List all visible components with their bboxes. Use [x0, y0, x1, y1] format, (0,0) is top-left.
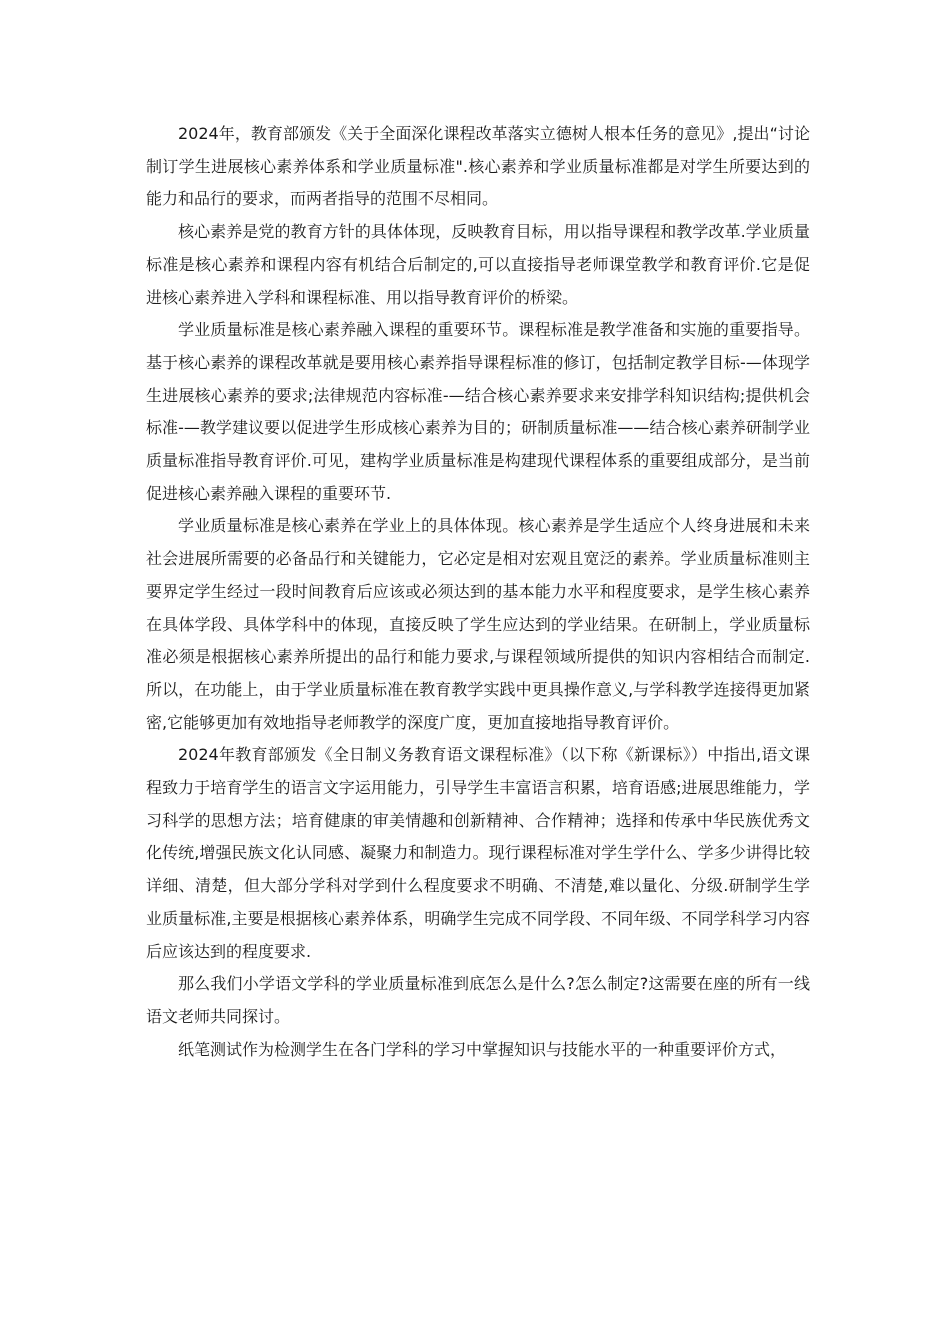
paragraph-4: 学业质量标准是核心素养在学业上的具体体现。核心素养是学生适应个人终身进展和未来社会进展所需要的必备品行和关键能力，它必定是相对宏观且宽泛的素养。学业质量标准则主要界定学生经过一段时间教育后应该或必须达到的基本能力水平和程度要求，是学生核心素养在具体学段、具体学科中的体现，直接反映了学生应达到的学业结果。在研制上，学业质量标准必须是根据核心素养所提出的品行和能力要求,与课程领域所提供的知识内容相结合而制定.所以，在功能上，由于学业质量标准在教育教学实践中更具操作意义,与学科教学连接得更加紧密,它能够更加有效地指导老师教学的深度广度，更加直接地指导教育评价。: [146, 516, 810, 732]
paragraph-2: 核心素养是党的教育方针的具体体现，反映教育目标，用以指导课程和教学改革.学业质量标准是核心素养和课程内容有机结合后制定的,可以直接指导老师课堂教学和教育评价.它是促进核心素养进入学科和课程标准、用以指导教育评价的桥梁。: [146, 222, 810, 307]
paragraph-5: 2024年教育部颁发《全日制义务教育语文课程标准》（以下称《新课标》）中指出,语文课程致力于培育学生的语言文字运用能力，引导学生丰富语言积累，培育语感;进展思维能力，学习科学的思想方法；培育健康的审美情趣和创新精神、合作精神；选择和传承中华民族优秀文化传统,增强民族文化认同感、凝聚力和制造力。现行课程标准对学生学什么、学多少讲得比较详细、清楚，但大部分学科对学到什么程度要求不明确、不清楚,难以量化、分级.研制学生学业质量标准,主要是根据核心素养体系，明确学生完成不同学段、不同年级、不同学科学习内容后应该达到的程度要求.: [146, 745, 810, 961]
paragraph-3: 学业质量标准是核心素养融入课程的重要环节。课程标准是教学准备和实施的重要指导。基于核心素养的课程改革就是要用核心素养指导课程标准的修订，包括制定教学目标-—体现学生进展核心素养的要求;法律规范内容标准-—结合核心素养要求来安排学科知识结构;提供机会标准-—教学建议要以促进学生形成核心素养为目的；研制质量标准——结合核心素养研制学业质量标准指导教育评价.可见，建构学业质量标准是构建现代课程体系的重要组成部分，是当前促进核心素养融入课程的重要环节.: [146, 320, 810, 503]
paragraph-7: 纸笔测试作为检测学生在各门学科的学习中掌握知识与技能水平的一种重要评价方式，: [178, 1039, 787, 1059]
paragraph-6: 那么我们小学语文学科的学业质量标准到底怎么是什么?怎么制定?这需要在座的所有一线语文老师共同探讨。: [146, 974, 810, 1026]
paragraph-1: 2024年，教育部颁发《关于全面深化课程改革落实立德树人根本任务的意见》,提出“讨论制订学生进展核心素养体系和学业质量标准".核心素养和学业质量标准都是对学生所要达到的能力和品行的要求，而两者指导的范围不尽相同。: [146, 124, 810, 209]
document-body: [146, 118, 810, 1066]
